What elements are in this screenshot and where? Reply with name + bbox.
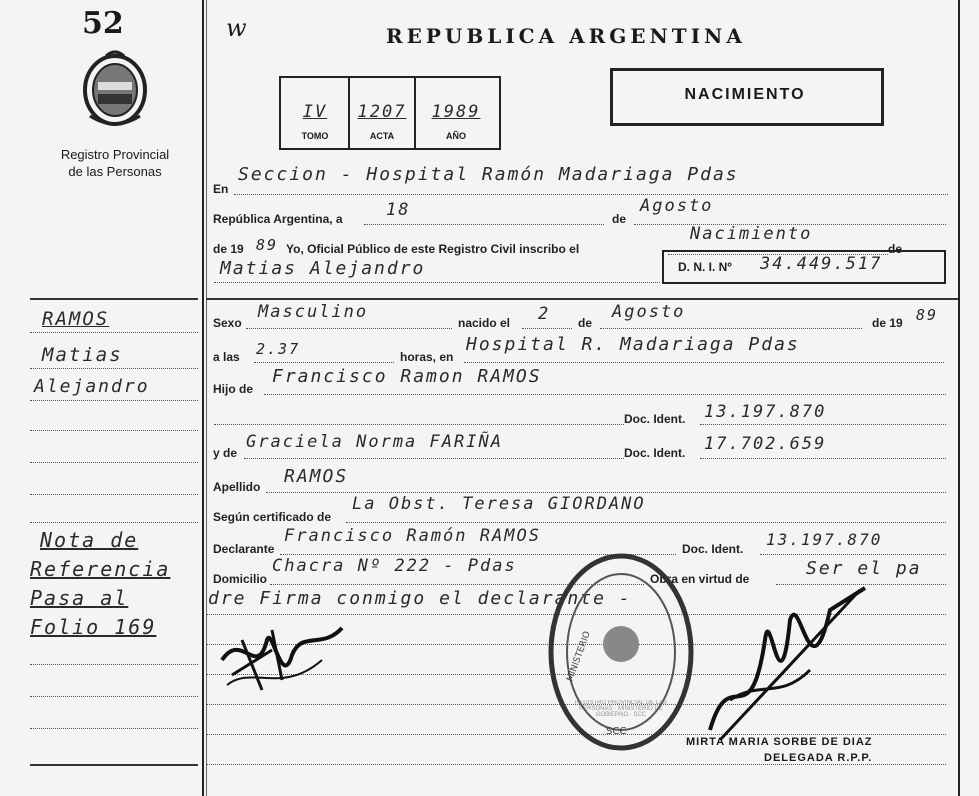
year-prefix-label: de 19: [213, 242, 244, 256]
sidebar-dotline: [30, 696, 198, 697]
obra-continuation: dre Firma conmigo el declarante -: [208, 588, 632, 609]
domicilio-value: Chacra Nº 222 - Pdas: [272, 556, 517, 576]
sidebar-dotline: [30, 332, 198, 333]
field-dotline: [214, 282, 660, 283]
field-dotline: [700, 458, 946, 459]
official-name: MIRTA MARIA SORBE DE DIAZ: [686, 736, 873, 748]
sidebar-dotline: [30, 728, 198, 729]
birth-year-prefix: de 19: [872, 316, 903, 330]
document-type: NACIMIENTO: [684, 86, 806, 103]
obra-value: Ser el pa: [806, 558, 922, 579]
hour-value: 2.37: [256, 340, 301, 358]
birth-year-value: 89: [916, 306, 939, 324]
field-dotline: [760, 554, 946, 555]
y-de-label: y de: [213, 446, 238, 460]
field-dotline: [254, 362, 394, 363]
father-value: Francisco Ramon RAMOS: [272, 366, 542, 387]
sidebar-dotline: [30, 400, 198, 401]
de-label-2: de: [888, 242, 903, 256]
apellido-value: RAMOS: [284, 466, 349, 487]
declarante-label: Declarante: [213, 542, 275, 556]
note-line2: Referencia: [30, 557, 171, 581]
day-value: 18: [386, 200, 411, 220]
field-dotline: [346, 522, 946, 523]
nacido-label: nacido el: [458, 316, 511, 330]
note-line1: Nota de: [40, 528, 139, 552]
declarant-signature: [212, 620, 352, 700]
de-label-3: de: [578, 316, 593, 330]
place-value: Hospital R. Madariaga Pdas: [466, 334, 800, 355]
province-seal-icon: [76, 46, 154, 132]
mother-value: Graciela Norma FARIÑA: [246, 432, 503, 452]
registry-name: [30, 146, 200, 180]
las-label: a las: [213, 350, 240, 364]
sexo-label: Sexo: [213, 316, 242, 330]
tomo-label: TOMO: [301, 131, 329, 141]
acta-value: 1207: [357, 102, 407, 122]
sidebar-dotline: [30, 522, 198, 523]
tomo-value: IV: [302, 102, 328, 122]
declarante-doc-label: Doc. Ident.: [682, 542, 744, 556]
sidebar-dotline: [30, 462, 198, 463]
country-title: REPUBLICA ARGENTINA: [386, 24, 746, 48]
margin-rule-left: [202, 0, 204, 796]
registry-line2: de las Personas: [68, 164, 162, 179]
sidebar-divider-bottom: [30, 764, 198, 766]
en-value: Seccion - Hospital Ramón Madariaga Pdas: [238, 164, 739, 185]
ano-value: 1989: [431, 102, 481, 122]
certificado-value: La Obst. Teresa GIORDANO: [352, 494, 646, 514]
en-label: En: [213, 182, 229, 196]
sidebar-surname: RAMOS: [42, 308, 110, 330]
field-dotline: [600, 328, 862, 329]
field-dotline: [522, 328, 572, 329]
field-dotline: [264, 394, 946, 395]
initial-mark: w: [226, 14, 247, 42]
sidebar-first-name: Matias: [42, 344, 123, 366]
field-dotline: [206, 764, 946, 765]
field-dotline: [464, 362, 944, 363]
sidebar-second-name: Alejandro: [34, 376, 150, 397]
field-dotline: [234, 194, 948, 195]
field-dotline: [266, 492, 946, 493]
birth-month-value: Agosto: [612, 302, 686, 322]
hijo-label: Hijo de: [213, 382, 254, 396]
month-value: Agosto: [640, 196, 714, 216]
sidebar-dotline: [30, 664, 198, 665]
horas-label: horas, en: [400, 350, 454, 364]
ano-label: AÑO: [446, 131, 466, 141]
registered-name: Matias Alejandro: [220, 258, 426, 279]
dni-value: 34.449.517: [760, 254, 883, 274]
sidebar-dotline: [30, 368, 198, 369]
svg-text:MINISTERIO: MINISTERIO: [565, 630, 593, 684]
event-value: Nacimiento: [690, 224, 813, 244]
stamp-text: REGISTRO PROVINCIAL DE LAS PERSONAS · MINISTERIO DE GOBIERNO · SCC: [574, 700, 668, 718]
officer-text: Yo, Oficial Público de este Registro Civil inscribo el: [286, 242, 580, 256]
field-dotline: [244, 458, 624, 459]
declarante-doc-value: 13.197.870: [766, 530, 883, 549]
sexo-value: Masculino: [258, 302, 369, 322]
registry-line1: Registro Provincial: [60, 147, 170, 162]
obra-label: Obra en virtud de: [650, 572, 750, 586]
page-number: 52: [82, 6, 124, 41]
de-label: de: [612, 212, 627, 226]
field-dotline: [364, 224, 604, 225]
father-doc-value: 13.197.870: [704, 402, 827, 422]
official-title: DELEGADA R.P.P.: [764, 752, 873, 764]
note-line4: Folio 169: [30, 615, 157, 639]
sidebar-dotline: [30, 430, 198, 431]
birth-day-value: 2: [538, 304, 551, 324]
margin-rule-right: [958, 0, 960, 796]
reference-note: [30, 526, 170, 642]
field-dotline: [214, 424, 624, 425]
dni-label: D. N. I. Nº: [678, 260, 732, 274]
year-suffix-value: 89: [256, 236, 279, 254]
segun-label: Según certificado de: [213, 510, 332, 524]
field-separator: [206, 298, 958, 300]
note-line3: Pasa al: [30, 586, 129, 610]
sidebar-divider-top: [30, 298, 198, 300]
official-stamp-icon: [546, 552, 696, 752]
mother-doc-value: 17.702.659: [704, 434, 827, 454]
apellido-label: Apellido: [213, 480, 261, 494]
field-dotline: [700, 424, 946, 425]
declarante-value: Francisco Ramón RAMOS: [284, 526, 541, 546]
margin-rule-inner: [206, 0, 207, 796]
republica-label: República Argentina, a: [213, 212, 343, 226]
svg-text:SCC: SCC: [606, 726, 627, 737]
domicilio-label: Domicilio: [213, 572, 268, 586]
father-doc-label: Doc. Ident.: [624, 412, 686, 426]
sidebar-dotline: [30, 494, 198, 495]
officer-signature: [690, 580, 880, 750]
acta-label: ACTA: [369, 131, 395, 141]
mother-doc-label: Doc. Ident.: [624, 446, 686, 460]
field-dotline: [246, 328, 452, 329]
